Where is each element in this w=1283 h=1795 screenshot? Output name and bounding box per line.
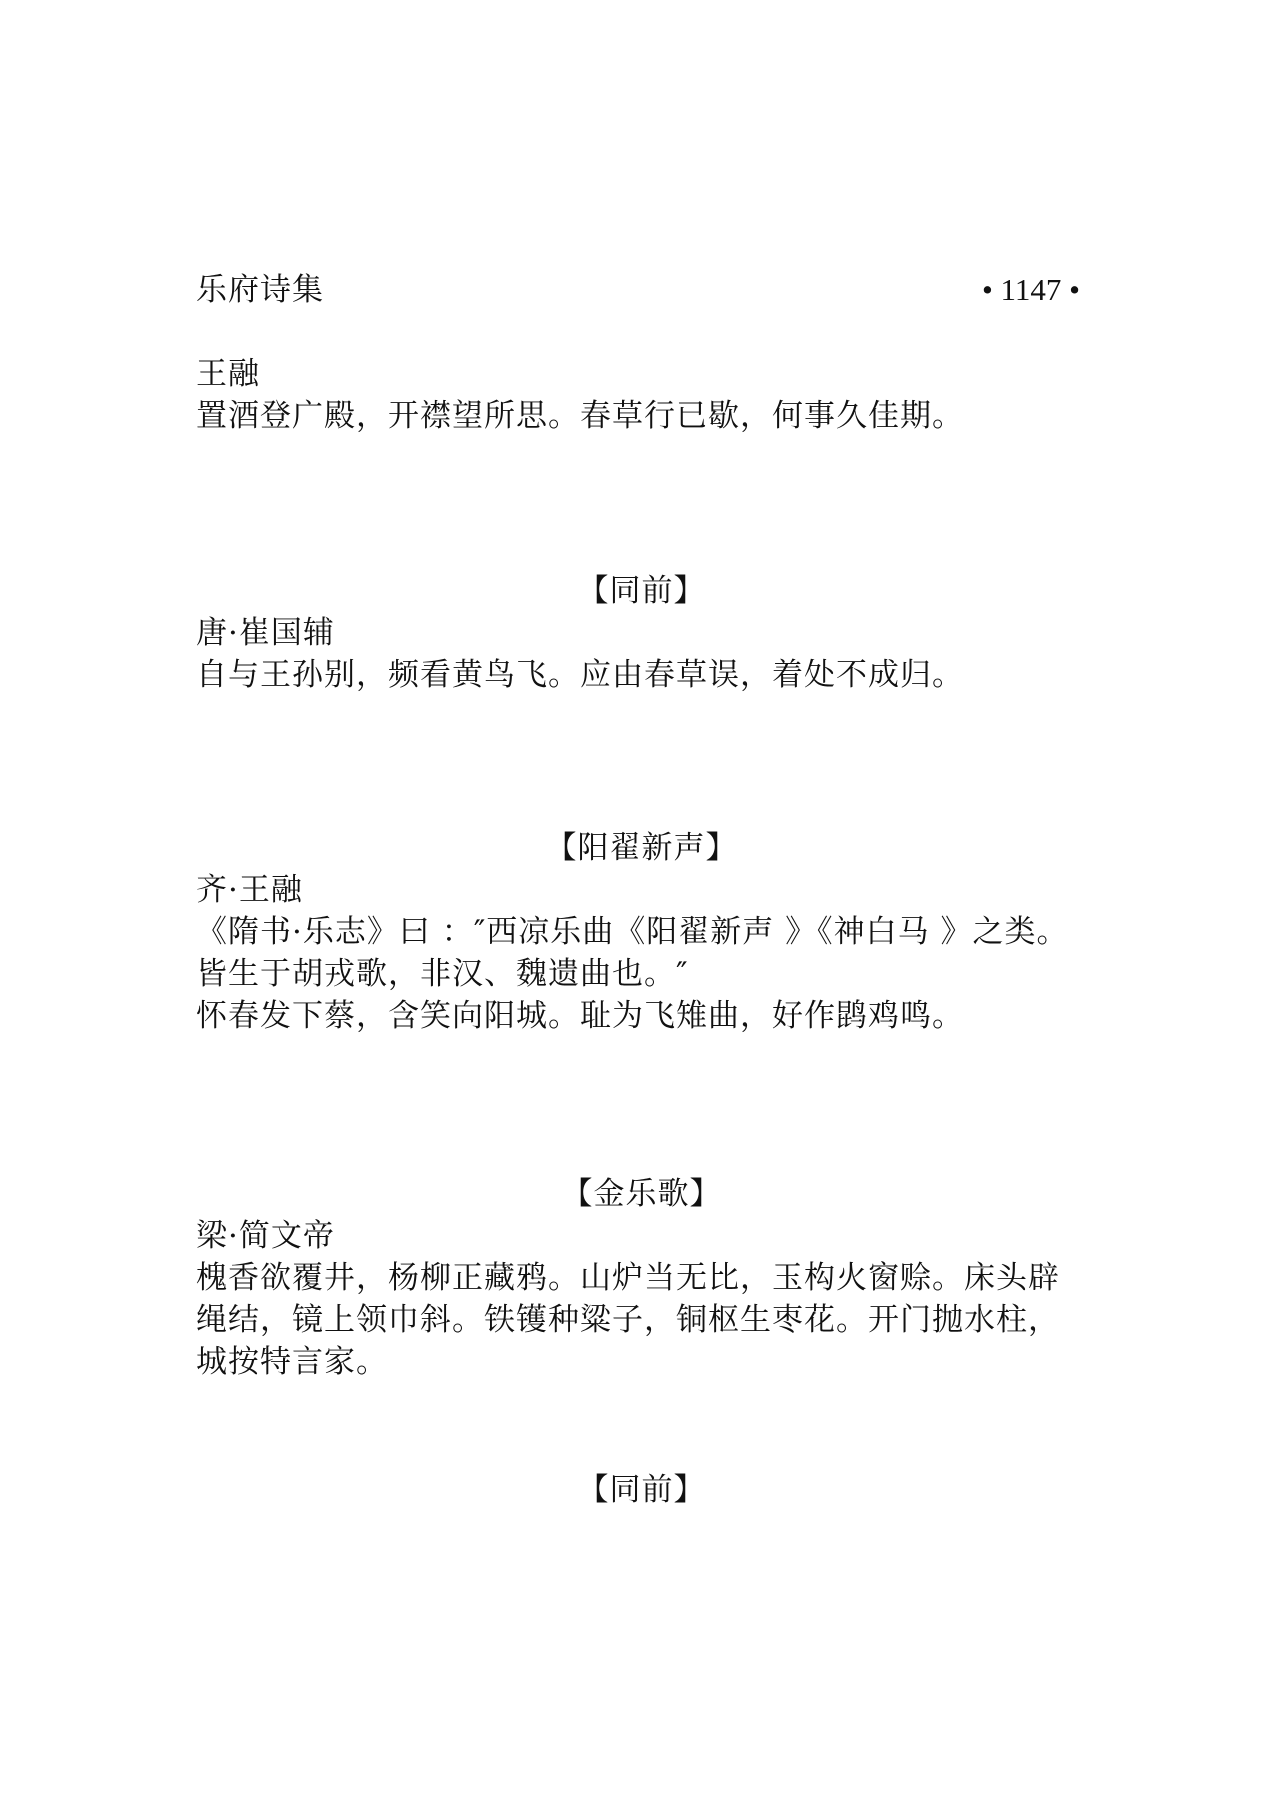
entry-author: 梁·简文帝 <box>196 1218 335 1254</box>
section-title: 【同前】 <box>577 573 706 609</box>
poem-line: 槐香欲覆井，杨柳正藏鸦。山炉当无比，玉构火窗赊。床头辟 <box>196 1260 1060 1296</box>
poem-line: 绳结，镜上领巾斜。铁镬种粱子，铜枢生枣花。开门抛水柱， <box>196 1302 1060 1338</box>
section-title: 【金乐歌】 <box>561 1176 722 1212</box>
poem-line: 城按特言家。 <box>196 1344 388 1380</box>
section-title: 【同前】 <box>577 1472 706 1508</box>
poem-line: 自与王孙别，频看黄鸟飞。应由春草误，着处不成归。 <box>196 657 964 693</box>
poem-line: 置酒登广殿，开襟望所思。春草行已歇，何事久佳期。 <box>196 398 964 434</box>
poem-line: 怀春发下蔡，含笑向阳城。耻为飞雉曲，好作鹍鸡鸣。 <box>196 998 964 1034</box>
entry-author: 王融 <box>196 356 260 392</box>
page-header <box>196 268 1080 312</box>
annotation-line: 皆生于胡戎歌，非汉、魏遗曲也。″ <box>196 956 689 992</box>
entry-author: 唐·崔国辅 <box>196 615 335 651</box>
section-title: 【阳翟新声】 <box>545 830 738 866</box>
entry-author: 齐·王融 <box>196 872 303 908</box>
page-number: • 1147 • <box>981 272 1080 307</box>
book-title: 乐府诗集 <box>196 272 324 308</box>
annotation-line: 《隋书·乐志》曰 ：″西凉乐曲《阳翟新声 》《神白马 》之类。 <box>196 914 1069 950</box>
